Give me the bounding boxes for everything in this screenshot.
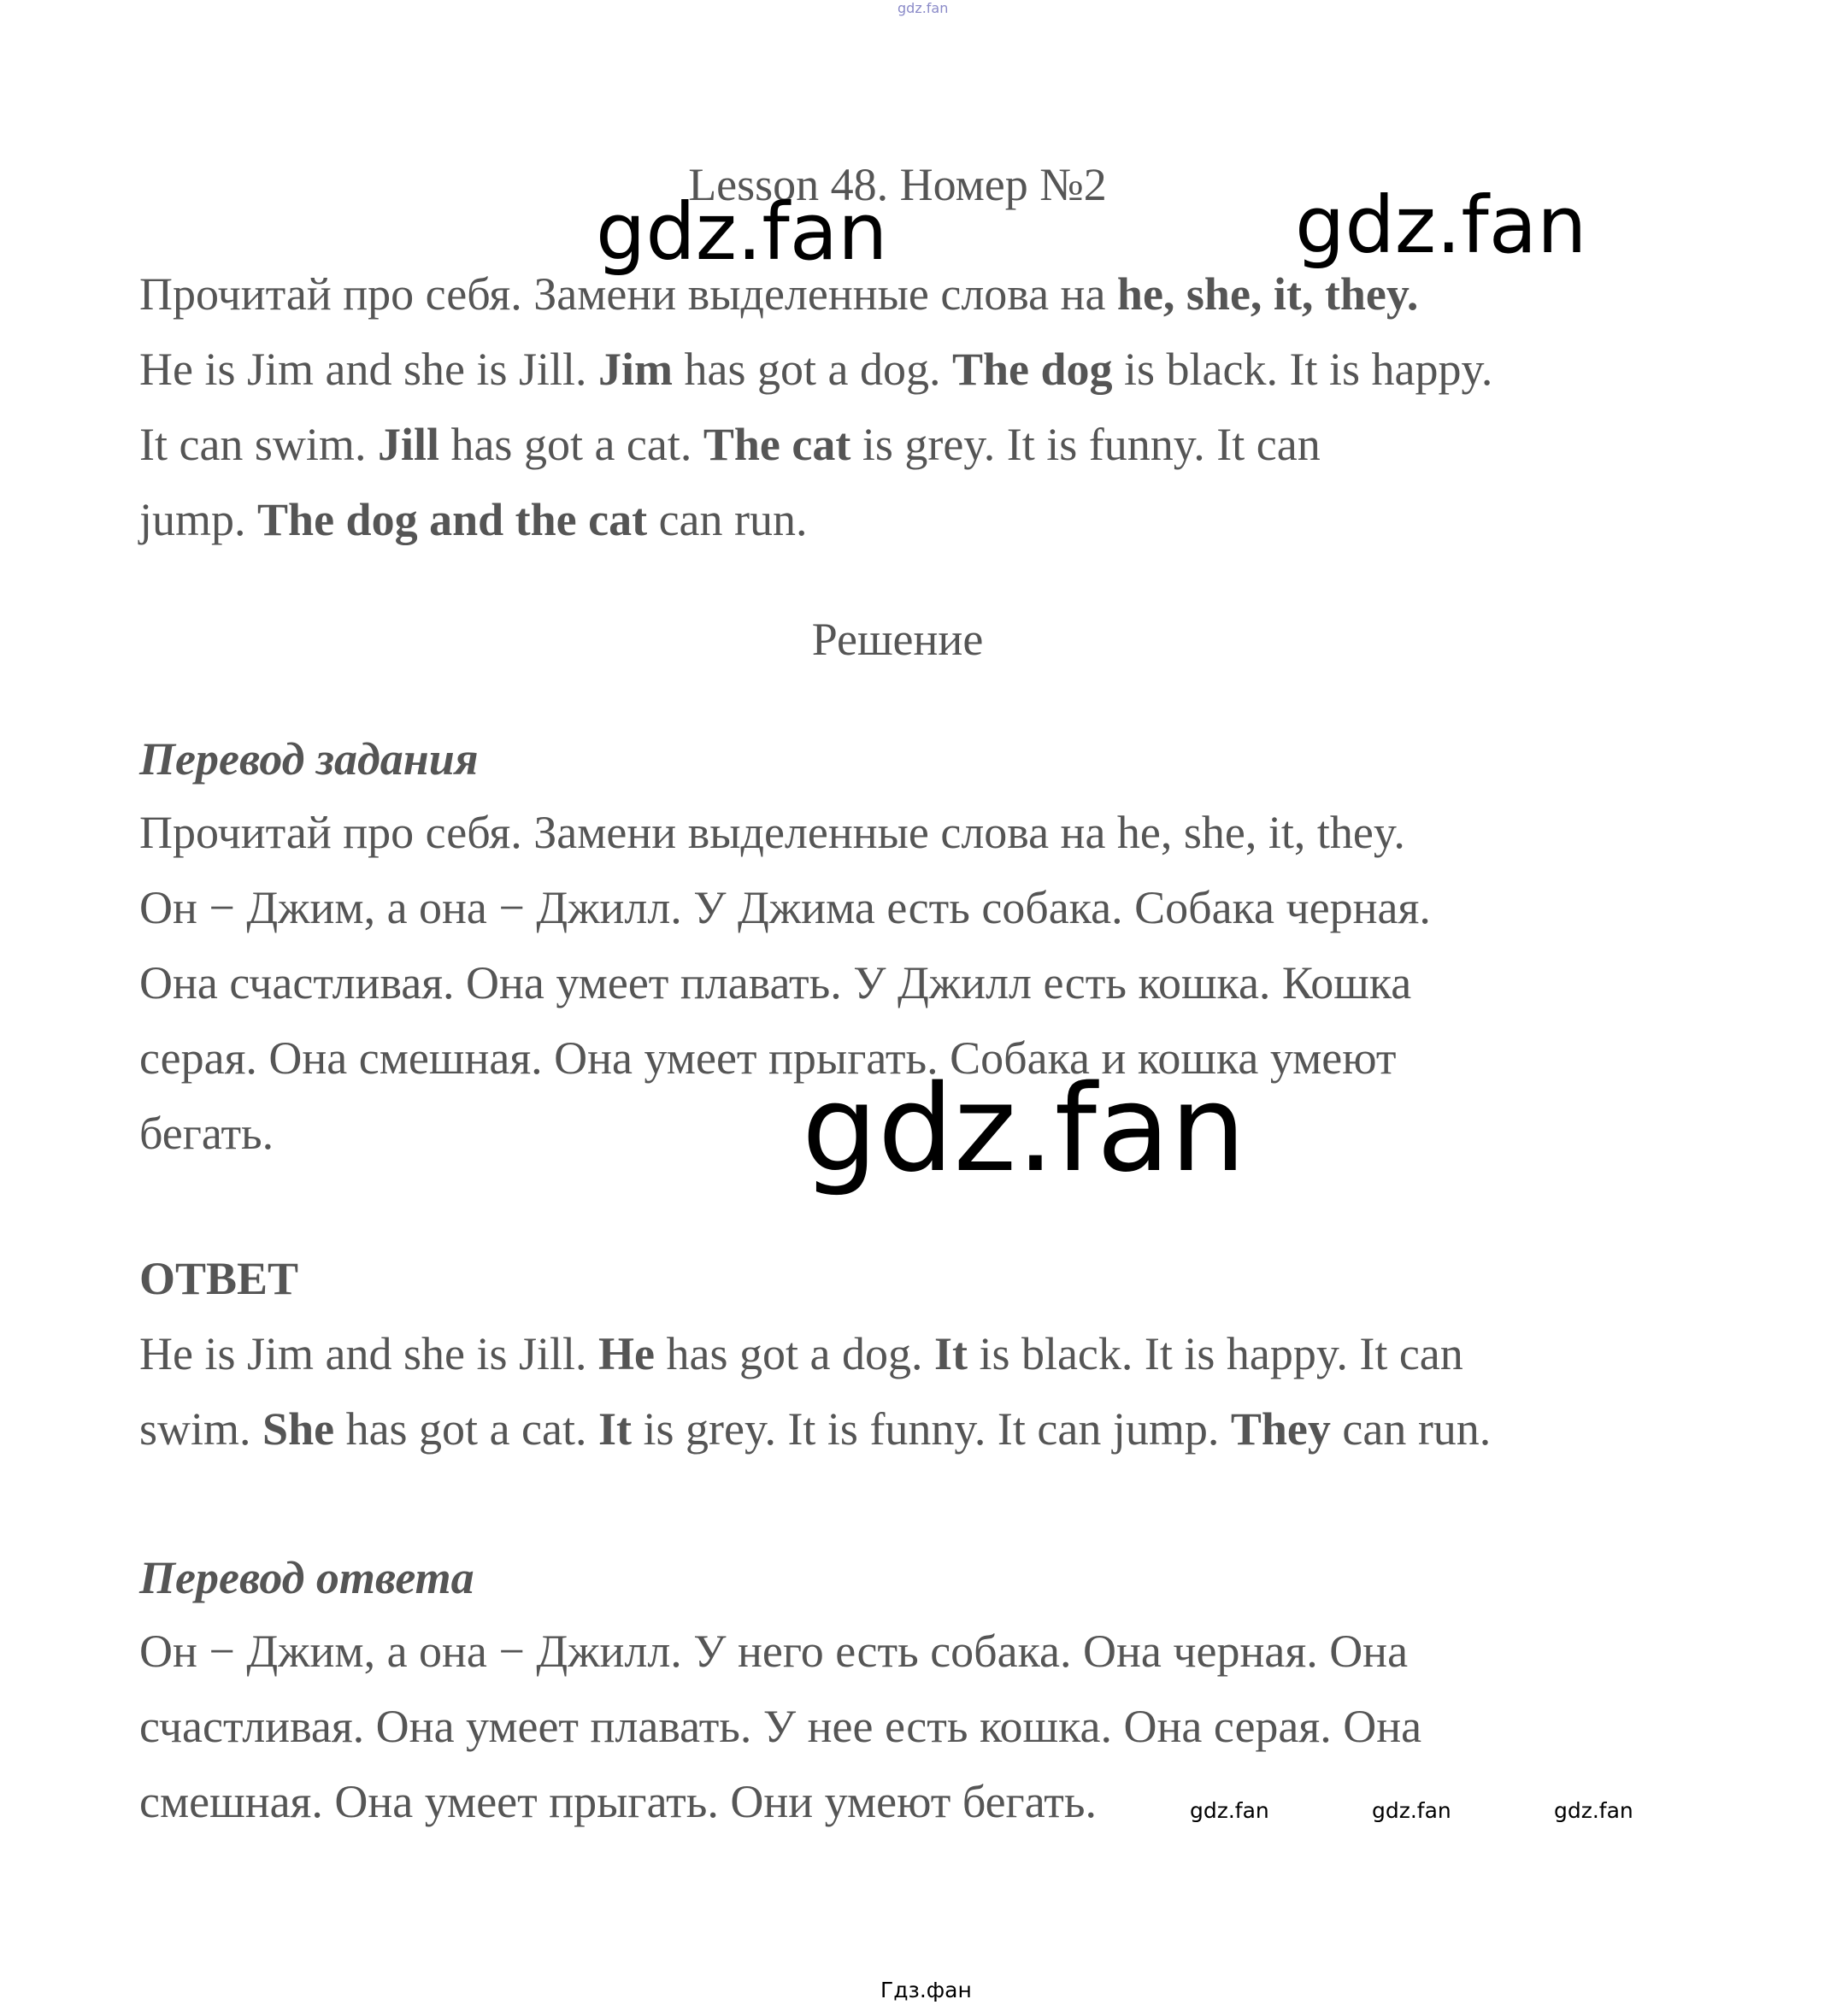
text-segment: swim. [139, 1403, 263, 1455]
answer-translation-heading: Перевод ответа [139, 1552, 474, 1603]
task-line [139, 419, 1321, 470]
highlighted-text: He [598, 1328, 655, 1379]
text-segment: is grey. It is funny. It can [850, 419, 1321, 470]
task-line [139, 494, 807, 545]
text-segment: has got a cat. [334, 1403, 598, 1455]
translation-line [139, 1108, 274, 1159]
watermark-large: gdz.fan [596, 186, 888, 278]
answer-line [139, 1403, 1491, 1455]
highlighted-text: Jim [598, 344, 673, 395]
solution-heading: Решение [811, 614, 984, 665]
text-segment: Прочитай про себя. Замени выделенные слова на he, she, it, they. [139, 807, 1405, 858]
task-translation-heading: Перевод задания [139, 733, 479, 785]
text-segment: бегать. [139, 1108, 274, 1159]
text-segment: смешная. Она умеет прыгать. Они умеют бегать. [139, 1776, 1097, 1827]
text-segment: can run. [647, 494, 808, 545]
text-segment: is black. It is happy. It can [967, 1328, 1463, 1379]
text-segment: can run. [1330, 1403, 1492, 1455]
watermark-large: gdz.fan [802, 1060, 1246, 1199]
answer-heading: ОТВЕТ [139, 1253, 299, 1304]
highlighted-text: he, she, it, they. [1116, 268, 1419, 320]
highlighted-text: Jill [377, 419, 439, 470]
text-segment: jump. [139, 494, 258, 545]
text-segment: It can swim. [139, 419, 378, 470]
translation-line [139, 882, 1431, 933]
answer-translation-line [139, 1626, 1408, 1677]
answer-translation-line [139, 1701, 1421, 1752]
page-title: Lesson 48. Номер №2 [688, 159, 1107, 210]
watermark-large: gdz.fan [1295, 179, 1587, 271]
highlighted-text: They [1230, 1403, 1331, 1455]
watermark-small: gdz.fan [1372, 1798, 1451, 1823]
highlighted-text: She [262, 1403, 335, 1455]
text-segment: He is Jim and she is Jill. [139, 1328, 598, 1379]
text-segment: счастливая. Она умеет плавать. У нее есть кошка. Она серая. Она [139, 1701, 1422, 1752]
translation-line [139, 807, 1405, 858]
footer-watermark: Гдз.фан [880, 1978, 972, 2002]
text-segment: is grey. It is funny. It can jump. [631, 1403, 1231, 1455]
highlighted-text: The dog and the cat [257, 494, 648, 545]
highlighted-text: It [597, 1403, 632, 1455]
answer-line [139, 1328, 1463, 1379]
text-segment: Он − Джим, а она − Джилл. У Джима есть собака. Собака черная. [139, 882, 1431, 933]
highlighted-text: The cat [703, 419, 851, 470]
watermark-small: gdz.fan [1554, 1798, 1633, 1823]
text-segment: серая. Она смешная. Она умеет прыгать. Собака и кошка умеют [139, 1032, 1397, 1084]
task-line [139, 344, 1492, 395]
highlighted-text: It [933, 1328, 968, 1379]
text-segment: has got a cat. [438, 419, 703, 470]
text-segment: is black. It is happy. [1112, 344, 1493, 395]
text-segment: has got a dog. [654, 1328, 934, 1379]
text-segment: Она счастливая. Она умеет плавать. У Джилл есть кошка. Кошка [139, 957, 1412, 1008]
answer-translation-line [139, 1776, 1097, 1827]
highlighted-text: The dog [951, 344, 1113, 395]
top-watermark: gdz.fan [898, 0, 949, 16]
text-segment: Он − Джим, а она − Джилл. У него есть собака. Она черная. Она [139, 1626, 1409, 1677]
text-segment: Прочитай про себя. Замени выделенные слова на [139, 268, 1117, 320]
watermark-small: gdz.fan [1190, 1798, 1269, 1823]
text-segment: has got a dog. [673, 344, 952, 395]
text-segment: He is Jim and she is Jill. [139, 344, 598, 395]
translation-line [139, 957, 1411, 1008]
